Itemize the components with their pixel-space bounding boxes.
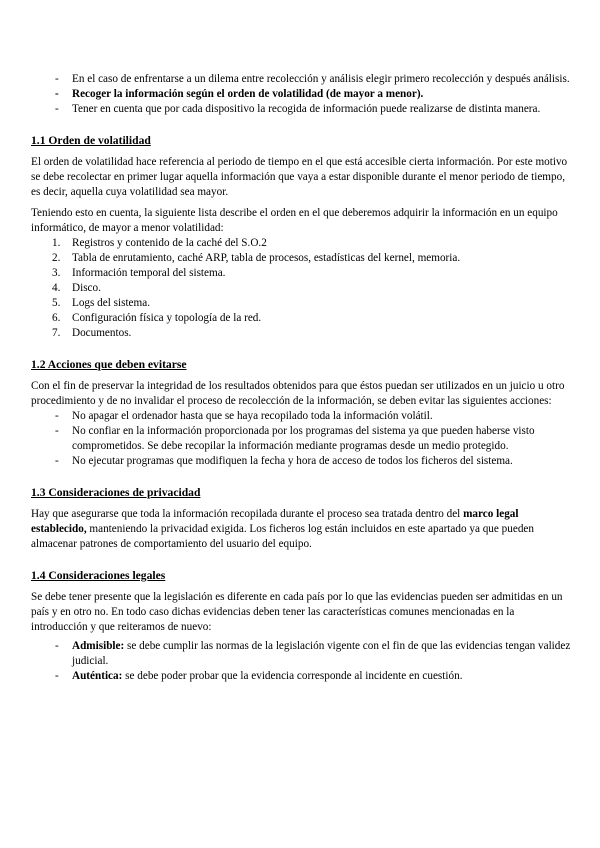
list-item: - Recoger la información según el orden de volatilidad (de mayor a menor).	[31, 87, 571, 102]
list-item: - Tener en cuenta que por cada dispositivo la recogida de información puede realizarse de distinta manera.	[31, 102, 571, 117]
list-item: - En el caso de enfrentarse a un dilema entre recolección y análisis elegir primero recolección y después análisis.	[31, 72, 571, 87]
bold-term: Auténtica:	[72, 670, 123, 682]
list-item: - Auténtica: se debe poder probar que la evidencia corresponde al incidente en cuestión.	[31, 669, 571, 684]
avoid-actions-list	[31, 409, 571, 469]
list-item: - No confiar en la información proporcionada por los programas del sistema ya que pueden haberse visto comprometidos. Se debe recopilar la información mediante programas desde un medio protegido.	[31, 424, 571, 454]
bold-term: Admisible:	[72, 640, 125, 652]
paragraph: Se debe tener presente que la legislación es diferente en cada país por lo que las evidencias pueden ser admitidas en un país y en otro no. En todo caso dichas evidencias deben tener las características comunes mencionadas en la introducción y que reiteramos de nuevo:	[31, 591, 563, 633]
section-heading-privacy: 1.3 Consideraciones de privacidad	[31, 486, 201, 499]
list-item: 7. Documentos.	[52, 327, 132, 339]
section-heading-avoid-actions: 1.2 Acciones que deben evitarse	[31, 358, 187, 371]
list-item: - Admisible: se debe cumplir las normas de la legislación vigente con el fin de que las evidencias tengan validez judicial.	[31, 639, 571, 669]
list-item: 1. Registros y contenido de la caché del S.O.2	[52, 237, 267, 249]
volatility-order-list	[31, 236, 571, 341]
paragraph: Hay que asegurarse que toda la información recopilada durante el proceso sea tratada dentro del marco legal establecido, manteniendo la privacidad exigida. Los ficheros log están incluidos en este apartado ya que pueden almacenar patrones de comportamiento del usuario del equipo.	[31, 508, 534, 550]
list-item: 6. Configuración física y topología de la red.	[52, 312, 262, 324]
paragraph: El orden de volatilidad hace referencia al periodo de tiempo en el que está accesible cierta información. Por este motivo se debe recolectar en primer lugar aquella información que vaya a estar disponible durante el menor periodo de tiempo, es decir, aquella cuya volatilidad sea mayor.	[31, 156, 568, 198]
paragraph: Teniendo esto en cuenta, la siguiente lista describe el orden en el que deberemos adquirir la información en un equipo informático, de mayor a menor volatilidad:	[31, 207, 558, 234]
list-item: - No ejecutar programas que modifiquen la fecha y hora de acceso de todos los ficheros del sistema.	[31, 454, 571, 469]
bold-term: marco legal establecido,	[31, 508, 519, 535]
list-item: 3. Información temporal del sistema.	[52, 267, 226, 279]
legal-criteria-list	[31, 639, 571, 684]
section-heading-legal: 1.4 Consideraciones legales	[31, 569, 166, 582]
list-item: 4. Disco.	[52, 282, 101, 294]
list-item: 5. Logs del sistema.	[52, 297, 150, 309]
top-bullet-list	[31, 72, 571, 117]
list-item: 2. Tabla de enrutamiento, caché ARP, tabla de procesos, estadísticas del kernel, memoria.	[52, 252, 461, 264]
document-page	[31, 72, 571, 684]
section-heading-volatility: 1.1 Orden de volatilidad	[31, 134, 151, 147]
paragraph: Con el fin de preservar la integridad de los resultados obtenidos para que éstos puedan ser utilizados en un juicio u otro procedimiento y de no invalidar el proceso de recolección de la información, se deben evitar las siguientes acciones:	[31, 380, 565, 407]
list-item: - No apagar el ordenador hasta que se haya recopilado toda la información volátil.	[31, 409, 571, 424]
